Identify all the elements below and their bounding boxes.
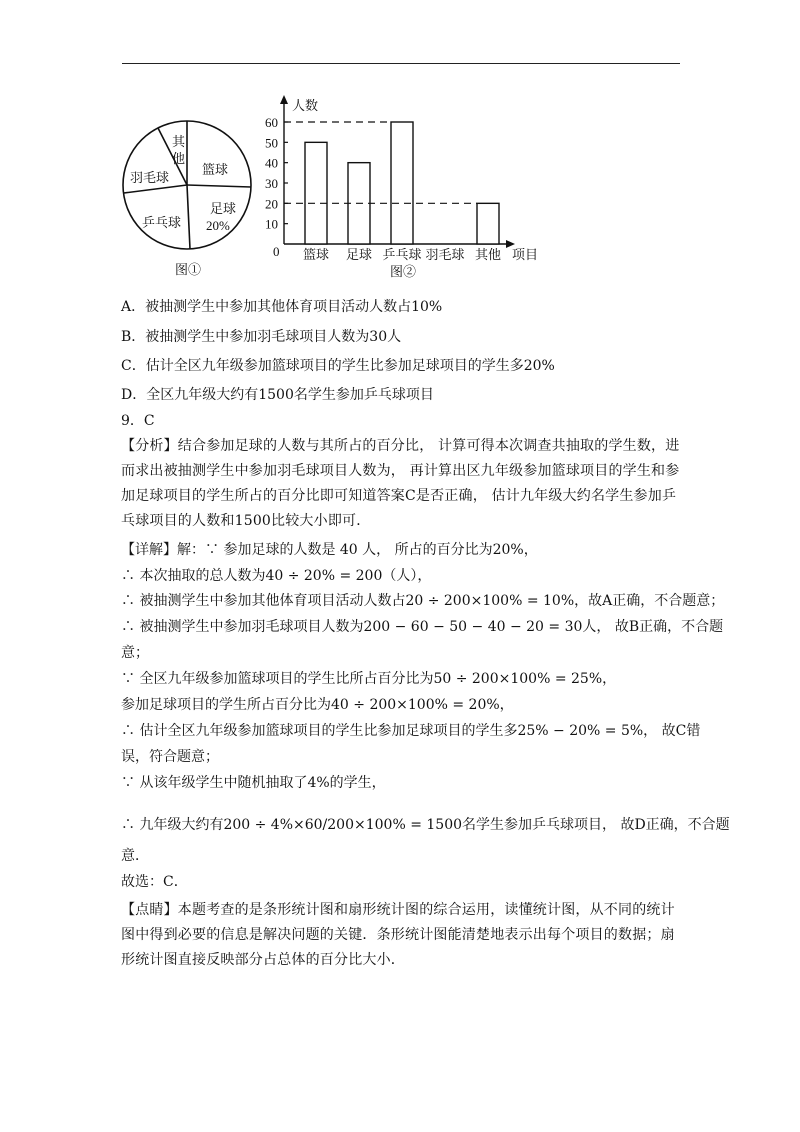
bar-y-tick-label: 40 [265, 155, 278, 171]
solution-line: ∴ 本次抽取的总人数为40 ÷ 20% = 200（人）， [121, 568, 432, 584]
solution-line: 故选：C． [121, 874, 188, 890]
bar-chart [265, 95, 538, 280]
solution-line: ∴ 被抽测学生中参加其他体育项目活动人数占20 ÷ 200×100% = 10%，故A正确，不合题意； [121, 593, 725, 609]
solution-line: 【详解】解：∵ 参加足球的人数是 40 人， 所占的百分比为20%， [121, 542, 538, 558]
bar-category-label: 篮球 [302, 248, 330, 263]
pie-label-badminton: 羽毛球 [130, 171, 170, 186]
option-a: A．被抽测学生中参加其他体育项目活动人数占10% [121, 299, 443, 315]
bar-y-tick-label: 50 [265, 135, 278, 151]
bar-x-axis-arrow [506, 240, 515, 248]
solution-line: 意． [121, 848, 149, 864]
solution-line: ∴ 九年级大约有200 ÷ 4%×60/200×100% = 1500名学生参加乒乓球项目， 故D正确，不合题 [121, 817, 730, 833]
option-b: B．被抽测学生中参加羽毛球项目人数为30人 [121, 329, 402, 345]
solution-line: 意； [121, 645, 149, 661]
bar [305, 142, 327, 244]
bar-y-tick-label: 10 [265, 216, 278, 232]
analysis: 【分析】结合参加足球的人数与其所占的百分比， 计算可得本次调查共抽取的学生数，进而求出被抽测学生中参加羽毛球项目人数为， 再计算出区九年级参加篮球项目的学生和参加足球项目的学生所占的百分比即可知道答案C是否正确， 估计九年级大约名学生参加乒乓球项目的人数和1500比较大小即可． [121, 438, 680, 529]
bar-y-tick-label: 20 [265, 196, 278, 212]
pie-label-football-percent: 20% [206, 218, 230, 233]
figures [112, 94, 552, 284]
bar [391, 122, 413, 244]
solution-line: 参加足球项目的学生所占百分比为40 ÷ 200×100% = 20%， [121, 697, 514, 713]
bar [477, 203, 499, 244]
pie-caption: 图① [175, 263, 202, 278]
solution-line: ∵ 全区九年级参加篮球项目的学生比所占百分比为50 ÷ 200×100% = 25%， [121, 671, 617, 687]
pie-chart [123, 121, 251, 278]
bar-category-label: 其他 [474, 248, 502, 263]
bar-category-label: 乒乓球 [382, 248, 422, 263]
pie-label-pingpong: 乒乓球 [142, 216, 182, 231]
bar-category-label: 足球 [345, 248, 373, 263]
answer: 9．C [121, 413, 155, 429]
solution-line: ∵ 从该年级学生中随机抽取了4%的学生， [121, 775, 386, 791]
bar-y-tick-label: 30 [265, 176, 278, 191]
option-c: C．估计全区九年级参加篮球项目的学生比参加足球项目的学生多20% [121, 358, 555, 374]
bar-category-label: 羽毛球 [425, 248, 465, 263]
bar-y-tick-label: 60 [265, 115, 278, 130]
option-d: D．全区九年级大约有1500名学生参加乒乓球项目 [121, 387, 434, 403]
solution-line: 误，符合题意； [121, 749, 219, 765]
bar-y-axis-arrow [280, 95, 288, 104]
pie-label-other-1: 其 [172, 135, 186, 150]
solution-line: ∴ 估计全区九年级参加篮球项目的学生比参加足球项目的学生多25% − 20% = 5%， 故C错 [121, 723, 701, 739]
comment: 【点睛】本题考查的是条形统计图和扇形统计图的综合运用，读懂统计图，从不同的统计图中得到必要的信息是解决问题的关键．条形统计图能清楚地表示出每个项目的数据；扇形统计图直接反映部分占总体的百分比大小． [121, 902, 675, 968]
bar-origin: 0 [273, 244, 280, 259]
top-rule [122, 63, 680, 64]
pie-label-football: 足球 [210, 202, 237, 217]
bar-xlabel: 项目 [512, 248, 539, 263]
bar-ylabel: 人数 [292, 99, 319, 114]
pie-label-basketball: 篮球 [202, 163, 229, 178]
solution-line: ∴ 被抽测学生中参加羽毛球项目人数为200 − 60 − 50 − 40 − 20 = 30人， 故B正确，不合题 [121, 619, 724, 635]
pie-label-other-2: 他 [172, 152, 186, 167]
bar-caption: 图② [390, 265, 417, 280]
